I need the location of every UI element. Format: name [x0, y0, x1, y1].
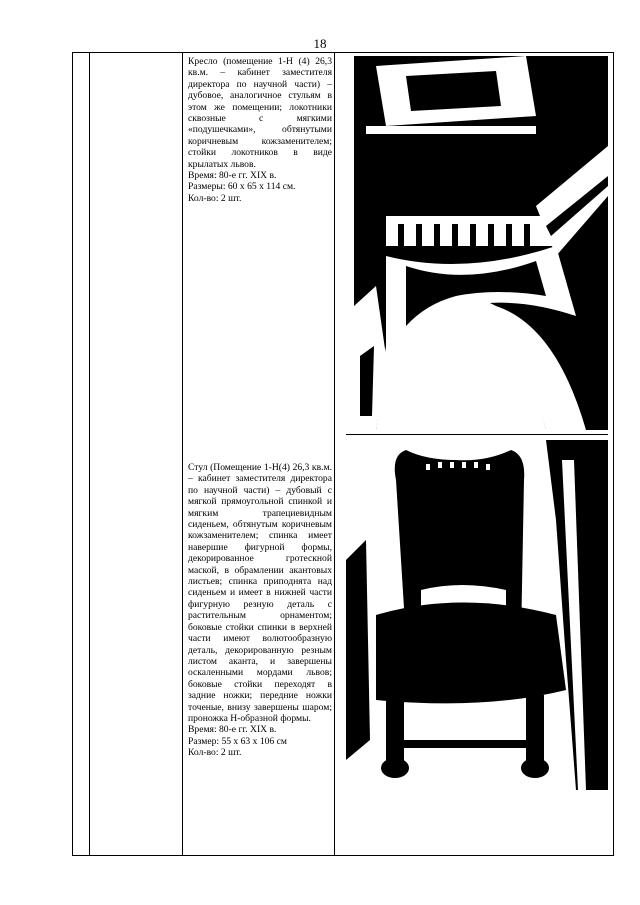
table-right-border: [613, 52, 614, 856]
table-row: [188, 56, 332, 204]
column-divider-3: [334, 52, 335, 856]
inventory-table: [72, 52, 614, 856]
photo-divider: [346, 434, 608, 435]
table-bottom-border: [72, 855, 614, 856]
item-time: Время: 80-е гг. XIX в.: [188, 170, 277, 182]
item-quantity: Кол-во: 2 шт.: [188, 192, 242, 204]
column-divider-2: [182, 52, 183, 856]
armchair-photo-image: [346, 56, 608, 430]
item-time: Время: 80-е гг. XIX в.: [188, 724, 277, 736]
item-quantity: Кол-во: 2 шт.: [188, 747, 242, 759]
page-number: 18: [313, 36, 327, 51]
item-description: Кресло (помещение 1-Н (4) 26,3 кв.м. – кабинет заместителя директора по научной части) – дубовое, аналогичное стульям в этом же помещении; локотники сквозные с мягкими «подушечками», обтянутыми коричневым кожзаменителем; стойки локотников в виде крылатых львов.: [188, 56, 332, 170]
table-left-border: [72, 52, 73, 856]
chair-photo-image: [346, 440, 608, 790]
table-top-border: [72, 52, 614, 53]
item-description: Стул (Помещение 1-Н(4) 26,3 кв.м. – кабинет заместителя директора по научной части) – дубовый с мягкой прямоугольной спинкой и мягким трапециевидным сиденьем, обтянутым коричневым кожзаменителем; спинка имеет навершие фигурной формы, декорированное гротескной маской, в обрамлении акантовых листьев; спинка приподнята над сиденьем и имеет в нижней части фигурную резную деталь с растительным орнаментом; боковые стойки спинки в верхней части имеют волютообразную деталь, декорированную резным листом аканта, и завершены оскаленными мордами львов; боковые стойки переходят в задние ножки; передние ножки точеные, внизу завершены шаром; проножка Н-образной формы.: [188, 462, 332, 724]
armchair-photo: [346, 56, 608, 430]
column-divider-1: [89, 52, 90, 856]
chair-photo: [346, 440, 608, 790]
table-row: [188, 462, 332, 759]
item-size: Размеры: 60 х 65 х 114 см.: [188, 181, 296, 193]
item-size: Размер: 55 х 63 х 106 см: [188, 735, 287, 747]
